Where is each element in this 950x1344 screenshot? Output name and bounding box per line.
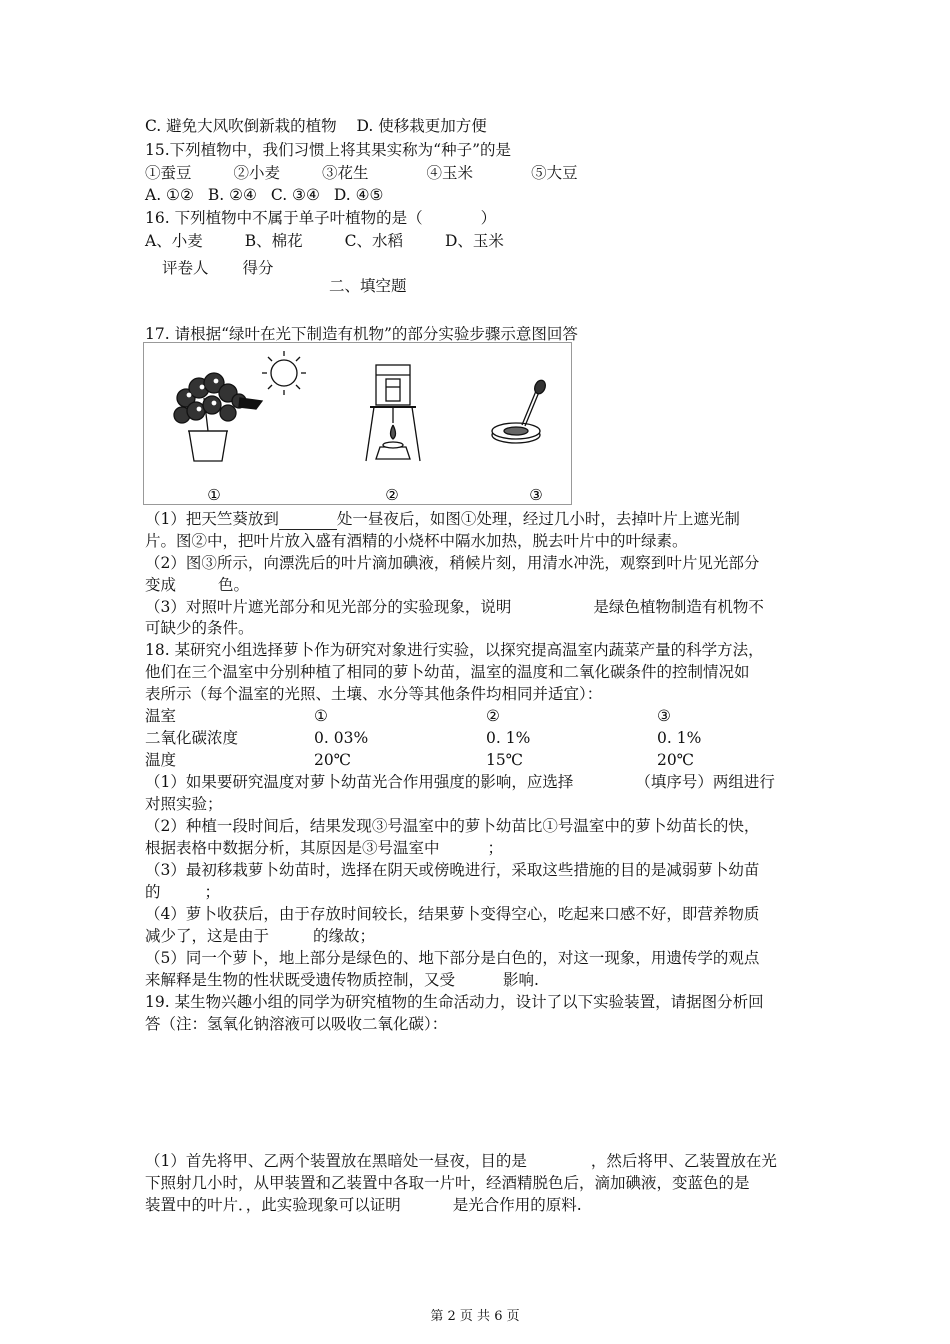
q18-stem-line1: 18. 某研究小组选择萝卜作为研究对象进行实验，以探究提高温室内蔬菜产量的科学方法， xyxy=(145,641,764,659)
score-label: 得分 xyxy=(242,259,274,277)
q18-stem-line2: 他们在三个温室中分别种植了相同的萝卜幼苗，温室的温度和二氧化碳条件的控制情况如 xyxy=(145,663,750,681)
q15-item: ⑤大豆 xyxy=(531,164,578,182)
q17-stem: 17. 请根据“绿叶在光下制造有机物”的部分实验步骤示意图回答 xyxy=(145,325,578,343)
q17-p2-text-b: 色。 xyxy=(218,576,250,594)
q18-p4-text-b: 的缘故； xyxy=(313,927,376,945)
q18-p1-text-b: （填序号）两组进行 xyxy=(635,773,775,791)
reviewer-label: 评卷人 xyxy=(162,259,209,277)
q18-p5-text-a: 来解释是生物的性状既受遗传物质控制，又受 xyxy=(145,971,456,989)
figure-label-3: ③ xyxy=(529,486,543,504)
figure-label-1: ① xyxy=(207,486,221,504)
q17-p3-line1 xyxy=(145,597,764,617)
experiment-illustration xyxy=(144,343,571,504)
q19-stem-line1: 19. 某生物兴趣小组的同学为研究植物的生命活动力，设计了以下实验装置，请据图分析回 xyxy=(145,993,764,1011)
table-cell: 0. 1% xyxy=(657,729,702,747)
q17-p1-text-a: （1）把天竺葵放到 xyxy=(145,510,279,528)
q18-p2-text-a: 根据表格中数据分析，其原因是③号温室中 xyxy=(145,839,440,857)
q18-p4-text-a: 减少了，这是由于 xyxy=(145,927,270,945)
q16-options xyxy=(145,231,504,251)
q14-options xyxy=(145,116,487,136)
table-cell: 20℃ xyxy=(657,751,695,769)
q15-option: A. ①② xyxy=(145,186,194,204)
q17-p2-line1: （2）图③所示，向漂洗后的叶片滴加碘液，稍候片刻，用清水冲洗，观察到叶片见光部分 xyxy=(145,554,760,572)
q17-p1-text-b: 处一昼夜后，如图①处理，经过几小时，去掉叶片上遮光制 xyxy=(336,510,740,528)
q16-option: D、玉米 xyxy=(444,232,504,250)
q16-option: C、水稻 xyxy=(344,232,403,250)
q15-options xyxy=(145,185,383,205)
q18-p3-line1: （3）最初移栽萝卜幼苗时，选择在阴天或傍晚进行，采取这些措施的目的是减弱萝卜幼苗 xyxy=(145,861,760,879)
q18-p3-line2 xyxy=(145,882,220,902)
q19-p1-line1 xyxy=(145,1151,777,1171)
q18-p2-text-b: ； xyxy=(487,839,504,857)
q18-p2-line1: （2）种植一段时间后，结果发现③号温室中的萝卜幼苗比①号温室中的萝卜幼苗长的快， xyxy=(145,817,760,835)
q18-p3-text-a: 的 xyxy=(145,883,161,901)
q17-p3-text-a: （3）对照叶片遮光部分和见光部分的实验现象，说明 xyxy=(145,598,512,616)
q18-p3-text-b: ； xyxy=(204,883,221,901)
sun-icon xyxy=(262,351,306,395)
q18-p1-line2: 对照实验； xyxy=(145,795,223,813)
q18-p5-line1: （5）同一个萝卜，地上部分是绿色的、地下部分是白色的，对这一现象，用遗传学的观点 xyxy=(145,949,760,967)
q19-p1-text-a: （1）首先将甲、乙两个装置放在黑暗处一昼夜，目的是 xyxy=(145,1152,527,1170)
q15-stem: 15.下列植物中，我们习惯上将其果实称为“种子”的是 xyxy=(145,141,511,159)
page-footer: 第 2 页 共 6 页 xyxy=(430,1309,520,1324)
q15-item: ②小麦 xyxy=(233,164,281,182)
q18-stem-line3: 表所示（每个温室的光照、土壤、水分等其他条件均相同并适宜）： xyxy=(145,685,603,703)
score-box xyxy=(162,258,274,278)
q17-p3-text-b: 是绿色植物制造有机物不 xyxy=(593,598,764,616)
q14-option-c: C. 避免大风吹倒新栽的植物 xyxy=(145,117,337,135)
potted-plant-icon xyxy=(174,373,262,461)
q15-items xyxy=(145,163,578,183)
table-cell: ② xyxy=(486,707,500,725)
water-bath-heating-icon xyxy=(366,365,420,461)
q17-p1-line1 xyxy=(145,509,740,530)
table-cell: 温室 xyxy=(145,707,177,725)
q14-option-d: D. 使移栽更加方便 xyxy=(356,117,487,135)
table-cell: 温度 xyxy=(145,751,177,769)
table-cell: 二氧化碳浓度 xyxy=(145,729,239,747)
q16-stem-text: 16. 下列植物中不属于单子叶植物的是（ xyxy=(145,209,423,227)
q15-item: ①蚕豆 xyxy=(145,164,192,182)
q18-p5-text-b: 影响. xyxy=(503,971,539,989)
answer-blank[interactable] xyxy=(279,509,337,530)
q18-p4-line2 xyxy=(145,926,375,946)
q15-option: B. ②④ xyxy=(207,186,257,204)
q19-p1-line2: 下照射几小时，从甲装置和乙装置中各取一片叶，经酒精脱色后，滴加碘液，变蓝色的是 xyxy=(145,1174,750,1192)
q15-item: ③花生 xyxy=(322,164,369,182)
table-cell: 20℃ xyxy=(314,751,352,769)
q19-p1-line3 xyxy=(145,1195,582,1215)
q15-item: ④玉米 xyxy=(426,164,474,182)
q15-option: D. ④⑤ xyxy=(333,186,384,204)
q17-p1-line2: 片。图②中，把叶片放入盛有酒精的小烧杯中隔水加热，脱去叶片中的叶绿素。 xyxy=(145,532,688,550)
q19-stem-line2: 答（注：氢氧化钠溶液可以吸收二氧化碳）： xyxy=(145,1015,448,1033)
q15-option: C. ③④ xyxy=(270,186,320,204)
q18-p5-line2 xyxy=(145,970,539,990)
table-cell: 0. 03% xyxy=(314,729,369,747)
q19-p1-text-a: 装置中的叶片．，此实验现象可以证明 xyxy=(145,1196,401,1214)
table-cell: 0. 1% xyxy=(486,729,531,747)
q18-p1-line1 xyxy=(145,772,775,792)
q17-p3-line2: 可缺少的条件。 xyxy=(145,619,254,637)
experiment-figure xyxy=(143,342,572,505)
q16-option: A、小麦 xyxy=(145,232,203,250)
q19-p1-text-b: ，然后将甲、乙装置放在光 xyxy=(590,1152,777,1170)
table-cell: ① xyxy=(314,707,328,725)
q17-p2-line2 xyxy=(145,575,249,595)
q16-stem-end: ） xyxy=(480,209,497,227)
q19-p1-text-b: 是光合作用的原料. xyxy=(452,1196,582,1214)
section-title: 二、填空题 xyxy=(329,277,407,295)
q18-p2-line2 xyxy=(145,838,503,858)
q16-stem xyxy=(145,208,496,228)
table-cell: 15℃ xyxy=(486,751,524,769)
table-cell: ③ xyxy=(657,707,671,725)
petri-dish-dropper-icon xyxy=(492,379,547,443)
q17-p2-text-a: 变成 xyxy=(145,576,177,594)
q16-option: B、棉花 xyxy=(244,232,303,250)
figure-label-2: ② xyxy=(385,486,399,504)
q18-p4-line1: （4）萝卜收获后，由于存放时间较长，结果萝卜变得空心，吃起来口感不好，即营养物质 xyxy=(145,905,760,923)
q18-p1-text-a: （1）如果要研究温度对萝卜幼苗光合作用强度的影响，应选择 xyxy=(145,773,574,791)
